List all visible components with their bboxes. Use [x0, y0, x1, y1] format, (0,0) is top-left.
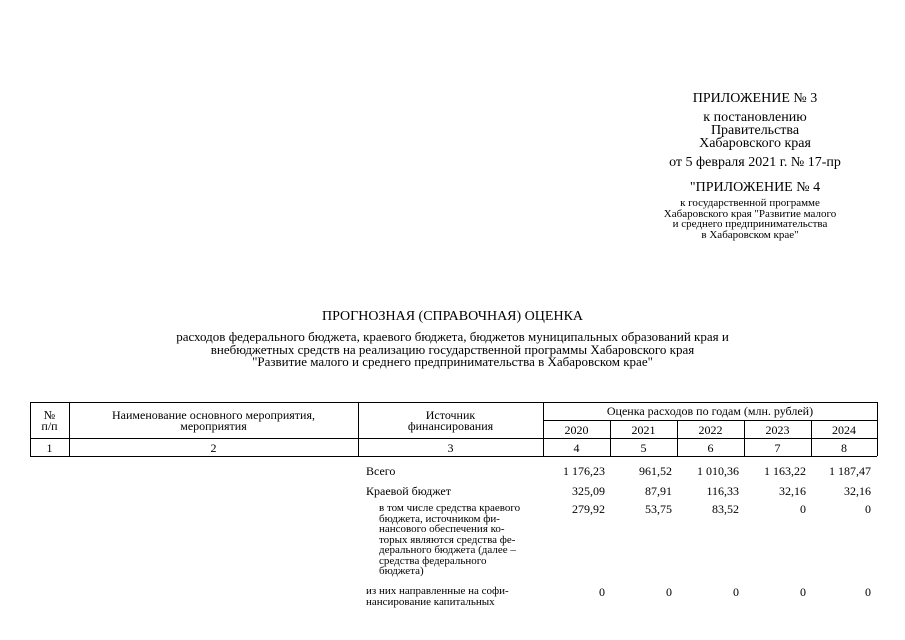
value-cell: 0 — [800, 585, 806, 599]
header-estimate: Оценка расходов по годам (млн. рублей) — [606, 404, 814, 418]
value-cell: 116,33 — [706, 484, 739, 498]
source-label-line: из них направленные на софи- — [366, 585, 509, 597]
source-label-line: нансирование капитальных — [366, 595, 495, 608]
header-year: 2021 — [631, 423, 656, 437]
value-cell: 53,75 — [645, 502, 672, 516]
source-label-line: в том числе средства краевого — [379, 502, 521, 514]
source-label-line: торых являются средства фе- — [379, 533, 516, 546]
source-label — [379, 503, 520, 577]
document-title: ПРОГНОЗНАЯ (СПРАВОЧНАЯ) ОЦЕНКА — [321, 309, 584, 324]
value-cell: 87,91 — [645, 484, 672, 498]
header-name: мероприятия — [180, 419, 247, 433]
header-num: № — [43, 408, 56, 422]
appendix-date: от 5 февраля 2021 г. № 17-пр — [669, 155, 841, 170]
appendix-inner-line: Хабаровского края "Развитие малого — [663, 207, 837, 220]
column-number: 5 — [640, 441, 647, 455]
source-label: Всего — [366, 464, 396, 478]
table-border — [30, 402, 877, 403]
source-label-line: средства федерального — [379, 554, 487, 567]
value-cell: 0 — [666, 585, 672, 599]
source-label-line: дерального бюджета (далее – — [379, 544, 516, 556]
header-num: п/п — [41, 419, 58, 433]
header-source: Источник — [425, 408, 476, 422]
source-label: Краевой бюджет — [366, 484, 451, 498]
header-year: 2020 — [564, 423, 589, 437]
header-year: 2024 — [832, 423, 856, 437]
header-source: финансирования — [407, 419, 494, 433]
column-number: 7 — [774, 441, 781, 455]
appendix-title: ПРИЛОЖЕНИЕ № 3 — [692, 91, 818, 106]
value-cell: 325,09 — [572, 484, 605, 498]
column-number: 4 — [573, 441, 580, 455]
column-number: 6 — [707, 441, 714, 455]
header-year: 2023 — [765, 423, 790, 437]
value-cell: 0 — [865, 502, 871, 516]
document-subtitle: "Развитие малого и среднего предпринимательства в Хабаровском крае" — [252, 354, 653, 369]
value-cell: 1 163,22 — [764, 464, 806, 478]
value-cell: 32,16 — [779, 484, 806, 498]
appendix-line: Правительства — [710, 123, 800, 138]
source-label-line: нансового обеспечения ко- — [379, 523, 505, 535]
value-cell: 0 — [599, 585, 605, 599]
header-name: Наименование основного мероприятия, — [112, 408, 315, 422]
value-cell: 32,16 — [844, 484, 871, 498]
value-cell: 0 — [800, 502, 806, 516]
column-number: 8 — [841, 441, 847, 455]
value-cell: 83,52 — [712, 502, 739, 516]
column-number: 2 — [210, 441, 217, 455]
table-border — [877, 402, 878, 456]
source-label-line: бюджета) — [379, 565, 424, 577]
value-cell: 1 176,23 — [563, 464, 605, 478]
document-subtitle: расходов федерального бюджета, краевого бюджета, бюджетов муниципальных образований края и — [176, 329, 729, 344]
appendix-inner-title: "ПРИЛОЖЕНИЕ № 4 — [689, 180, 821, 195]
table-border — [543, 420, 877, 421]
value-cell: 279,92 — [572, 502, 605, 516]
header-year: 2022 — [698, 423, 723, 437]
table-border — [30, 438, 877, 439]
appendix-line: Хабаровского края — [699, 136, 811, 151]
appendix-inner-line: и среднего предпринимательства — [672, 218, 828, 230]
source-label-line: бюджета, источником фи- — [379, 512, 500, 525]
value-cell: 1 187,47 — [829, 464, 871, 478]
value-cell: 0 — [865, 585, 871, 599]
document-subtitle: внебюджетных средств на реализацию государственной программы Хабаровского края — [210, 341, 695, 357]
appendix-line: к постановлению — [703, 110, 807, 125]
value-cell: 1 010,36 — [697, 464, 739, 478]
table-border — [30, 456, 877, 457]
value-cell: 0 — [733, 585, 739, 599]
appendix-inner-line: в Хабаровском крае" — [701, 228, 799, 241]
column-number: 3 — [447, 441, 454, 455]
column-number: 1 — [46, 441, 53, 455]
value-cell: 961,52 — [639, 464, 672, 478]
appendix-inner-line: к государственной программе — [680, 197, 820, 209]
source-label — [366, 586, 509, 607]
